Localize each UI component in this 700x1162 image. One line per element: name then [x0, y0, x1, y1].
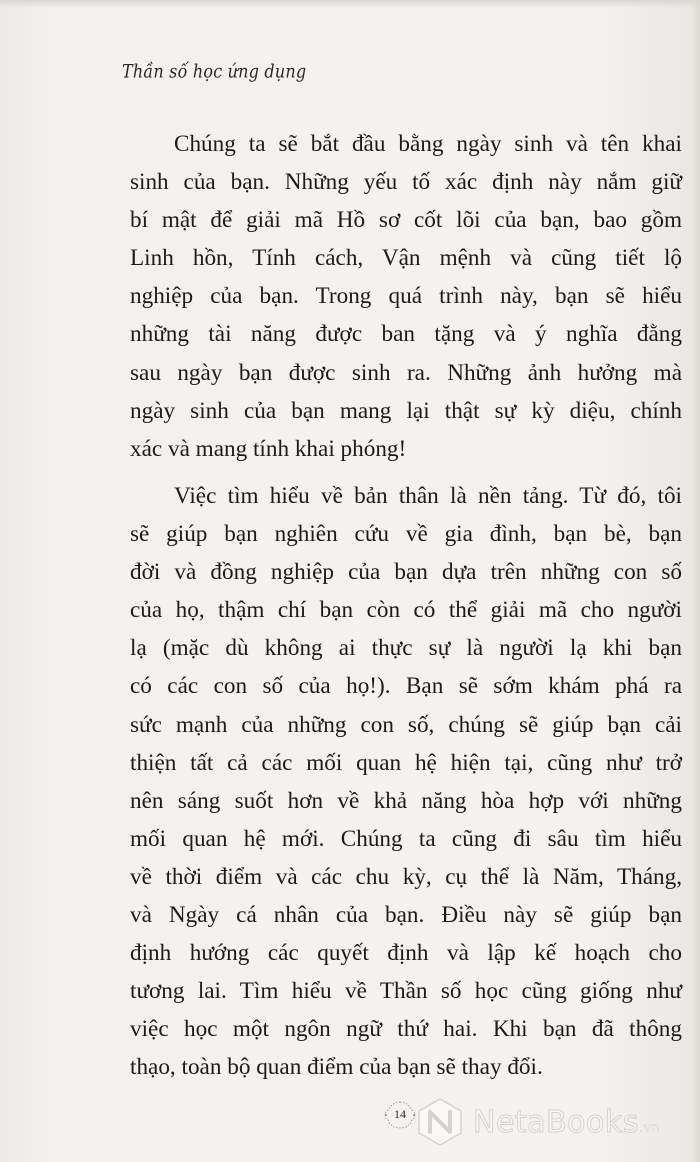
text-line: xác và mang tính khai phóng!: [130, 435, 407, 462]
text-line: Linh hồn, Tính cách, Vận mệnh và cũng tiết lộ: [130, 245, 682, 272]
watermark-suffix: .vn: [638, 1121, 661, 1136]
text-line: định hướng các quyết định và lập kế hoạch cho: [130, 940, 682, 967]
text-line: thiện tất cả các mối quan hệ hiện tại, cũng như trở: [130, 749, 682, 776]
text-line: ngày sinh của bạn mang lại thật sự kỳ diệu, chính: [130, 397, 682, 424]
text-line: mối quan hệ mới. Chúng ta cũng đi sâu tìm hiểu: [130, 825, 682, 852]
page-number-block: [383, 1100, 417, 1130]
text-line: Việc tìm hiểu về bản thân là nền tảng. Từ đó, tôi: [174, 483, 682, 509]
text-line: Chúng ta sẽ bắt đầu bằng ngày sinh và tên khai: [174, 131, 682, 157]
text-line: lạ (mặc dù không ai thực sự là người lạ khi bạn: [130, 635, 682, 662]
text-line: những tài năng được ban tặng và ý nghĩa đằng: [130, 321, 682, 348]
page-top-edge-shadow: [0, 0, 700, 8]
text-line: có các con số của họ!). Bạn sẽ sớm khám phá ra: [130, 673, 682, 700]
text-line: sau ngày bạn được sinh ra. Những ảnh hưởng mà: [130, 359, 682, 386]
page-right-edge-shadow: [692, 0, 700, 1162]
text-line: nghiệp của bạn. Trong quá trình này, bạn sẽ hiểu: [130, 283, 682, 310]
watermark: [415, 1097, 695, 1149]
paragraph-2: [130, 477, 682, 1087]
text-line: và Ngày cá nhân của bạn. Điều này sẽ giúp bạn: [130, 902, 682, 929]
text-line: tương lai. Tìm hiểu về Thần số học cũng giống như: [130, 978, 682, 1005]
page-number: 14: [394, 1107, 406, 1121]
text-line: về thời điểm và các chu kỳ, cụ thể là Năm, Tháng,: [130, 863, 682, 890]
watermark-brand-text: [473, 1105, 660, 1140]
text-line: thạo, toàn bộ quan điểm của bạn sẽ thay đổi.: [130, 1054, 543, 1081]
text-line: việc học một ngôn ngữ thứ hai. Khi bạn đã thông: [130, 1016, 682, 1043]
text-line: sẽ giúp bạn nghiên cứu về gia đình, bạn bè, bạn: [130, 521, 682, 548]
text-line: đời và đồng nghiệp của bạn dựa trên những con số: [130, 559, 682, 586]
text-line: sinh của bạn. Những yếu tố xác định này nắm giữ: [130, 169, 682, 196]
text-line: sức mạnh của những con số, chúng sẽ giúp bạn cải: [130, 711, 682, 738]
watermark-brand: NetaBooks: [473, 1105, 639, 1140]
netabooks-n-logo-icon: [415, 1097, 465, 1147]
text-line: bí mật để giải mã Hồ sơ cốt lõi của bạn, bao gồm: [130, 207, 682, 234]
text-line: nên sáng suốt hơn về khả năng hòa hợp với những: [130, 787, 682, 814]
running-title: Thần số học ứng dụng: [122, 60, 307, 82]
text-line: của họ, thậm chí bạn còn có thể giải mã cho người: [130, 597, 682, 624]
paragraph-1: [130, 125, 682, 468]
